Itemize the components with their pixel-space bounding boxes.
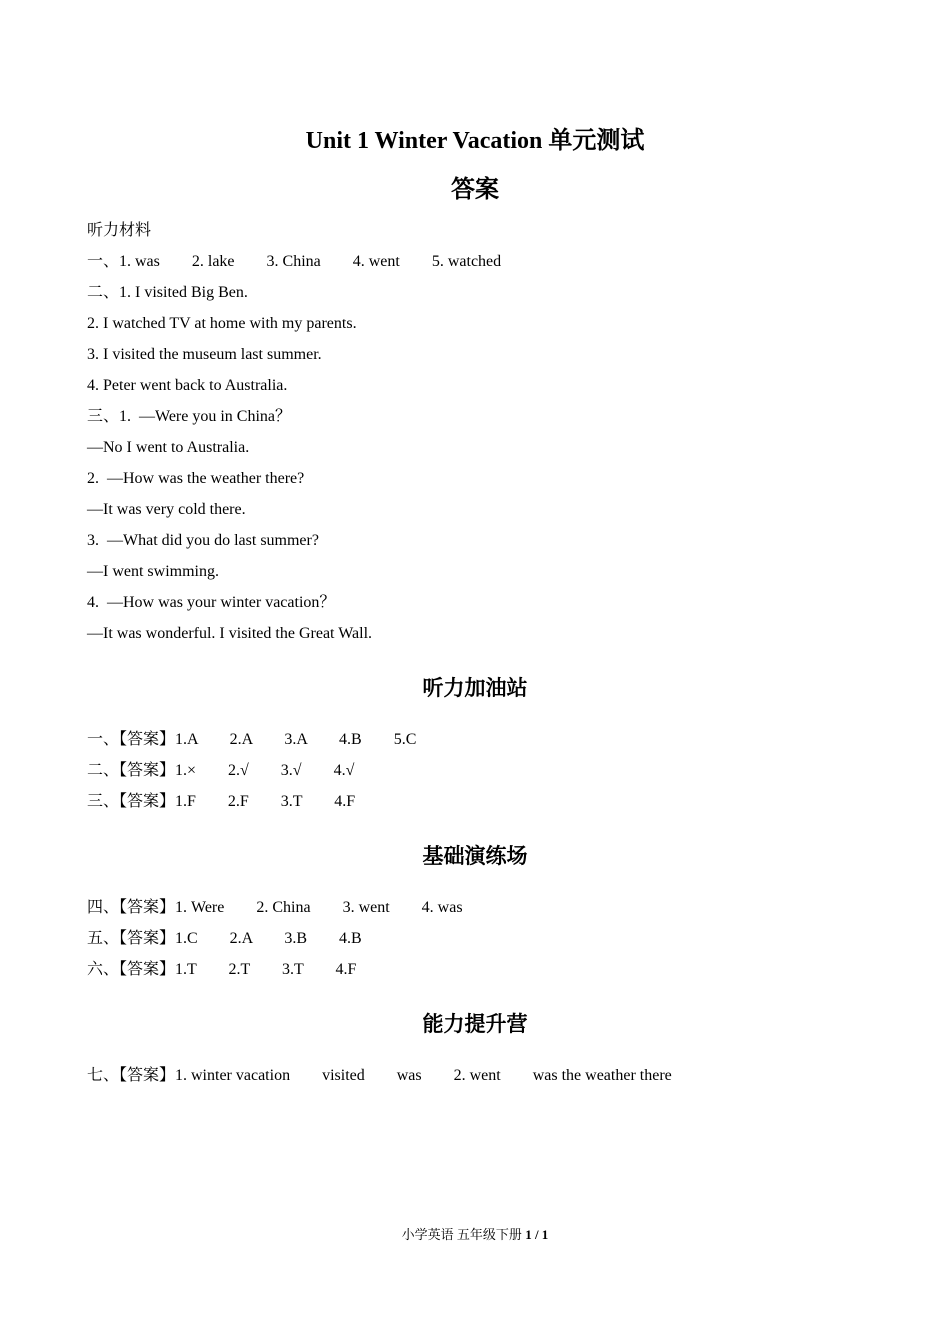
listening-line-9: —It was very cold there. xyxy=(87,501,246,518)
page-footer xyxy=(0,1226,950,1244)
answer-line-3: 三、【答案】1.F 2.F 3.T 4.F xyxy=(87,793,356,810)
listening-line-3: 2. I watched TV at home with my parents. xyxy=(87,315,357,332)
listening-line-11: —I went swimming. xyxy=(87,563,219,580)
listening-line-4: 3. I visited the museum last summer. xyxy=(87,346,322,363)
section-heading-listening: 听力加油站 xyxy=(422,676,528,700)
answer-line-7: 七、【答案】1. winter vacation visited was 2. went was the weather there xyxy=(87,1067,672,1084)
section-heading-basics: 基础演练场 xyxy=(422,844,528,868)
listening-line-12: 4. —How was your winter vacation？ xyxy=(87,594,336,611)
listening-line-8: 2. —How was the weather there? xyxy=(87,470,305,487)
listening-line-6: 三、1. —Were you in China？ xyxy=(87,408,292,425)
listening-line-13: —It was wonderful. I visited the Great Wall. xyxy=(87,625,373,642)
listening-line-2: 二、1. I visited Big Ben. xyxy=(87,284,248,301)
answer-line-2: 二、【答案】1.× 2.√ 3.√ 4.√ xyxy=(87,762,355,779)
listening-line-5: 4. Peter went back to Australia. xyxy=(87,377,288,394)
section-heading-ability: 能力提升营 xyxy=(422,1012,528,1036)
page-number: 1 / 1 xyxy=(525,1227,549,1242)
listening-line-1: 一、1. was 2. lake 3. China 4. went 5. watched xyxy=(87,253,502,270)
document-subtitle: 答案 xyxy=(451,177,499,203)
answer-line-6: 六、【答案】1.T 2.T 3.T 4.F xyxy=(87,961,357,978)
answer-line-5: 五、【答案】1.C 2.A 3.B 4.B xyxy=(87,930,362,947)
answer-line-4: 四、【答案】1. Were 2. China 3. went 4. was xyxy=(87,899,463,916)
document-title: Unit 1 Winter Vacation 单元测试 xyxy=(305,128,645,154)
answer-line-1: 一、【答案】1.A 2.A 3.A 4.B 5.C xyxy=(87,731,417,748)
listening-line-10: 3. —What did you do last summer? xyxy=(87,532,319,549)
listening-material-label: 听力材料 xyxy=(87,222,152,239)
listening-line-7: —No I went to Australia. xyxy=(87,439,250,456)
footer-text: 小学英语 五年级下册 xyxy=(401,1227,526,1242)
